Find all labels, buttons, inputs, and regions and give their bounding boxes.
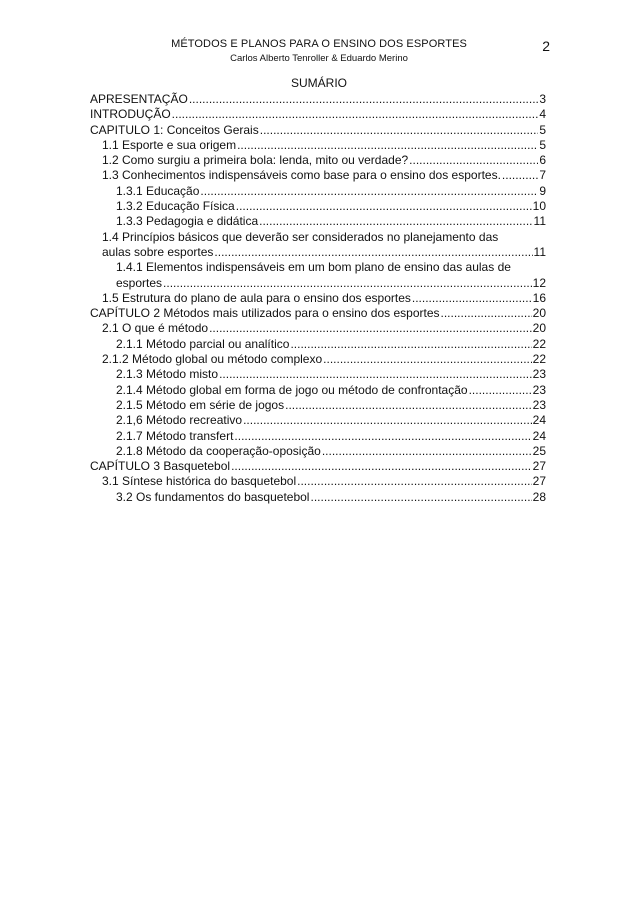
- toc-entry-page: 22: [532, 336, 546, 351]
- toc-entry-label: 1.3.1 Educação: [116, 183, 200, 198]
- toc-entry[interactable]: [90, 352, 546, 367]
- toc-entry[interactable]: [90, 153, 546, 168]
- toc-entry[interactable]: [90, 199, 546, 214]
- toc-entry-label: 1.2 Como surgiu a primeira bola: lenda, mito ou verdade?: [102, 153, 409, 168]
- dot-leader: [310, 490, 531, 505]
- toc-entry[interactable]: [90, 337, 546, 352]
- dot-leader: [231, 459, 532, 474]
- toc-entry[interactable]: [90, 413, 546, 428]
- toc-entry-page: 25: [532, 443, 546, 458]
- toc-entry-label: CAPÍTULO 2 Métodos mais utilizados para o ensino dos esportes: [90, 306, 440, 321]
- dot-leader: [502, 168, 538, 183]
- dot-leader: [297, 474, 532, 489]
- toc-entry-label: 2.1.2 Método global ou método complexo: [102, 352, 323, 367]
- toc-entry-label: 1.1 Esporte e sua origem: [102, 137, 237, 152]
- dot-leader: [285, 398, 532, 413]
- toc-entry-page: 23: [532, 397, 546, 412]
- toc-entry-page: 20: [532, 321, 546, 336]
- toc-entry-label: esportes: [116, 275, 163, 290]
- dot-leader: [409, 153, 538, 168]
- toc-entry-label: 2.1.3 Método misto: [116, 367, 219, 382]
- toc-entry-page: 23: [532, 367, 546, 382]
- toc-entry-label: 2.1,6 Método recreativo: [116, 413, 243, 428]
- toc-entry[interactable]: [90, 490, 546, 505]
- toc-entry-label: INTRODUÇÃO: [90, 107, 171, 122]
- toc-entry[interactable]: [90, 92, 546, 107]
- toc-entry-label: CAPITULO 1: Conceitos Gerais: [90, 122, 259, 137]
- toc-entry-label: 2.1 O que é método: [102, 321, 209, 336]
- toc-entry[interactable]: [90, 383, 546, 398]
- toc-entry-label: APRESENTAÇÃO: [90, 92, 188, 106]
- header-authors: Carlos Alberto Tenroller & Eduardo Merino: [230, 53, 408, 64]
- toc-entry[interactable]: [90, 214, 546, 229]
- dot-leader: [172, 107, 539, 122]
- toc-entry-label: 2.1.8 Método da cooperação-oposição: [116, 443, 321, 458]
- toc-entry-page: 23: [532, 382, 546, 397]
- toc-entry-page: 12: [532, 275, 546, 290]
- toc-entry-page: 27: [532, 474, 546, 489]
- toc-entry[interactable]: [90, 184, 546, 199]
- dot-leader: [260, 123, 539, 138]
- toc-entry[interactable]: [90, 474, 546, 489]
- toc-entry[interactable]: [90, 123, 546, 138]
- toc-entry-page: 3: [539, 92, 546, 106]
- toc-entry-page: 9: [539, 183, 546, 198]
- dot-leader: [234, 429, 531, 444]
- dot-leader: [323, 352, 531, 367]
- toc-entry-page: 11: [533, 244, 546, 259]
- toc-entry-page: 27: [532, 459, 546, 474]
- toc-entry-page: 6: [539, 153, 546, 168]
- toc-entry-label: aulas sobre esportes: [102, 244, 214, 259]
- dot-leader: [163, 276, 532, 291]
- dot-leader: [469, 383, 532, 398]
- toc-entry-page: 24: [532, 428, 546, 443]
- toc-entry-label: 2.1.1 Método parcial ou analítico: [116, 336, 290, 351]
- toc-entry-page: 5: [539, 122, 546, 137]
- toc-entry-label: 1.3.2 Educação Física: [116, 199, 235, 214]
- header-title: MÉTODOS E PLANOS PARA O ENSINO DOS ESPORTES: [171, 38, 467, 50]
- toc-entry-page: 24: [532, 413, 546, 428]
- toc-entry-line1: 1.4 Princípios básicos que deverão ser considerados no planejamento das: [102, 229, 499, 244]
- toc-entry-label: 2.1.4 Método global em forma de jogo ou método de confrontação: [116, 382, 468, 397]
- toc-entry-page: 4: [539, 107, 546, 122]
- toc-entry[interactable]: [90, 168, 546, 183]
- toc-entry[interactable]: [90, 291, 546, 306]
- dot-leader: [412, 291, 532, 306]
- toc-entry-label: 3.2 Os fundamentos do basquetebol: [116, 489, 310, 504]
- page-number: 2: [542, 38, 550, 54]
- toc-entry[interactable]: [90, 107, 546, 122]
- dot-leader: [237, 138, 538, 153]
- toc-title: SUMÁRIO: [290, 76, 347, 90]
- toc-entry[interactable]: [90, 398, 546, 413]
- toc-entry-label: 1.3.3 Pedagogia e didática: [116, 214, 259, 229]
- toc-entry[interactable]: [90, 459, 546, 474]
- toc-entry-label: 1.5 Estrutura do plano de aula para o ensino dos esportes: [102, 290, 411, 305]
- toc-entry[interactable]: [90, 367, 546, 382]
- toc-entry[interactable]: [90, 444, 546, 459]
- toc-entry[interactable]: [90, 321, 546, 336]
- toc-entry-label: 3.1 Síntese histórica do basquetebol: [102, 474, 297, 489]
- toc-entry[interactable]: [90, 245, 546, 260]
- toc-entry-page: 16: [532, 290, 546, 305]
- dot-leader: [322, 444, 532, 459]
- toc-entry[interactable]: [90, 306, 546, 321]
- toc-entry-page: 20: [532, 306, 546, 321]
- dot-leader: [259, 214, 532, 229]
- toc-entry[interactable]: [90, 138, 546, 153]
- toc-entry-label: 2.1.7 Método transfert: [116, 428, 234, 443]
- toc-entry-page: 5: [539, 137, 546, 152]
- toc-entry-page: 22: [532, 352, 546, 367]
- dot-leader: [441, 306, 532, 321]
- toc-entry-page: 11: [533, 214, 546, 229]
- toc-entry-label: 2.1.5 Método em série de jogos: [116, 397, 285, 412]
- dot-leader: [189, 92, 539, 107]
- toc-entry-label: 1.3 Conhecimentos indispensáveis como base para o ensino dos esportes.: [102, 168, 501, 183]
- toc-entry-line1: 1.4.1 Elementos indispensáveis em um bom plano de ensino das aulas de: [116, 260, 511, 275]
- dot-leader: [200, 184, 538, 199]
- toc-entry[interactable]: [90, 276, 546, 291]
- dot-leader: [243, 413, 532, 428]
- dot-leader: [214, 245, 532, 260]
- toc-entry[interactable]: [90, 429, 546, 444]
- dot-leader: [290, 337, 531, 352]
- toc-entry-page: 10: [532, 199, 546, 214]
- toc-entry-page: 7: [539, 168, 546, 183]
- dot-leader: [209, 321, 532, 336]
- dot-leader: [219, 367, 532, 382]
- toc-entry-label: CAPÍTULO 3 Basquetebol: [90, 459, 231, 474]
- dot-leader: [236, 199, 532, 214]
- toc-entry-page: 28: [532, 489, 546, 504]
- table-of-contents: [90, 92, 546, 505]
